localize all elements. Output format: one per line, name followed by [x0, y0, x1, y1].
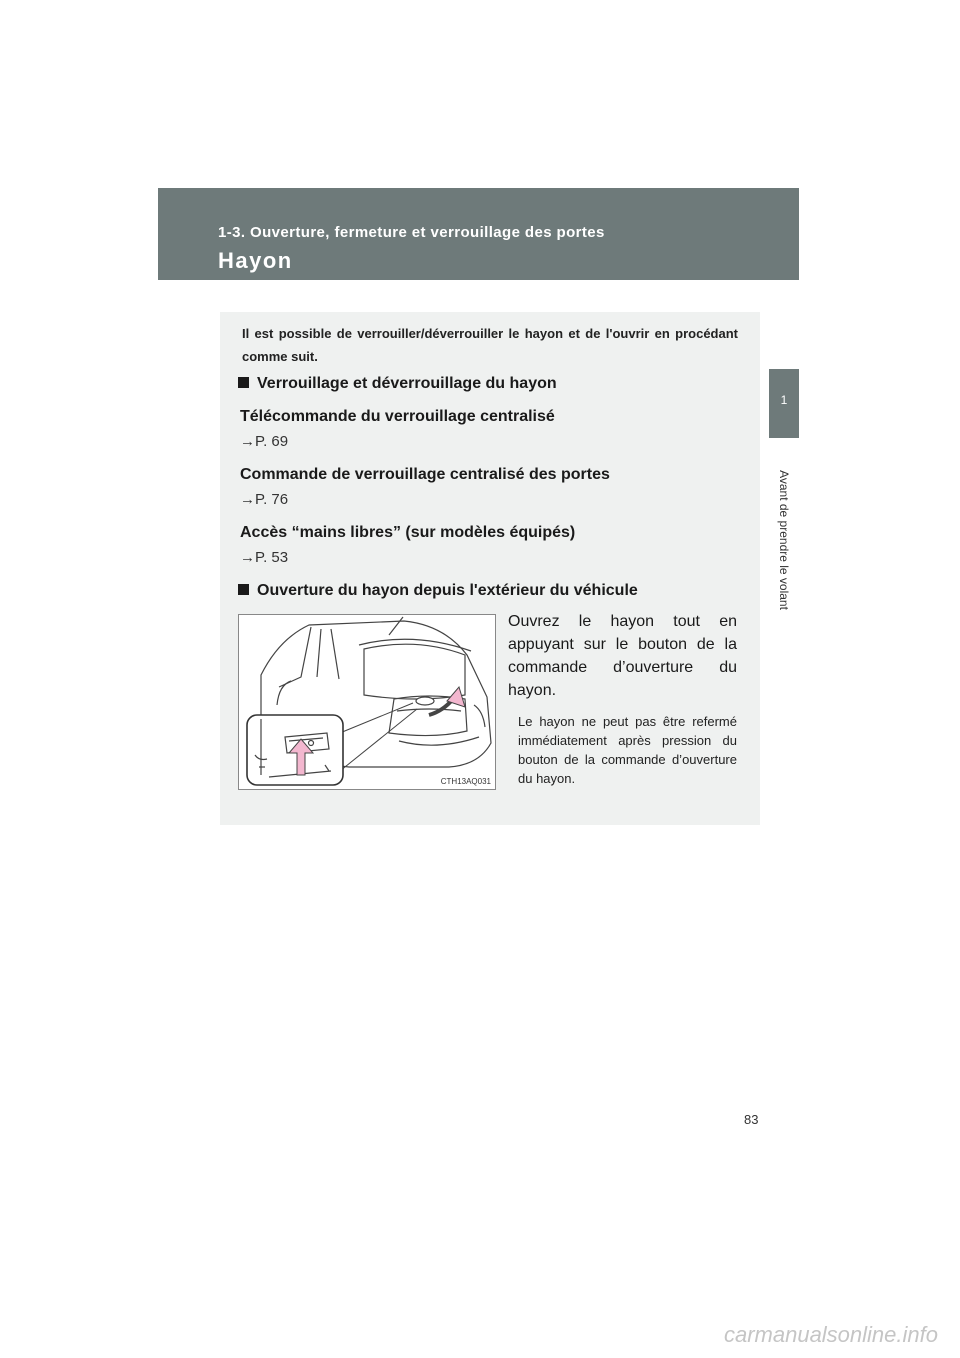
chapter-tab	[769, 369, 799, 438]
chapter-label: Avant de prendre le volant	[777, 470, 791, 610]
car-rear-icon	[239, 615, 495, 789]
subheading-remote: Télécommande du verrouillage centralisé	[240, 408, 555, 425]
chapter-number: 1	[780, 393, 788, 407]
figure-code: CTH13AQ031	[440, 777, 491, 786]
page-ref-link[interactable]: →P. 69	[240, 433, 289, 450]
tailgate-illustration	[238, 614, 496, 790]
section-header	[158, 188, 799, 280]
page-ref-link[interactable]: →P. 53	[240, 549, 289, 566]
content-box	[220, 312, 760, 825]
page-ref-link[interactable]: →P. 76	[240, 491, 289, 508]
square-bullet-icon	[238, 377, 249, 388]
square-bullet-icon	[238, 584, 249, 595]
heading-locking: Verrouillage et déverrouillage du hayon	[238, 375, 557, 393]
subheading-smart-entry: Accès “mains libres” (sur modèles équipés)	[240, 524, 576, 541]
page-number: 83	[744, 1112, 759, 1127]
intro-text: Il est possible de verrouiller/déverrouiller le hayon et de l'ouvrir en procédant comme suit.	[242, 326, 738, 364]
subheading-door-lock: Commande de verrouillage centralisé des portes	[240, 466, 610, 483]
instruction-text: Ouvrez le hayon tout en appuyant sur le bouton de la commande d’ouverture du hayon.	[508, 613, 737, 699]
note-text: Le hayon ne peut pas être refermé immédiatement après pression du bouton de la commande d’ouverture du hayon.	[518, 714, 737, 786]
heading-opening: Ouverture du hayon depuis l'extérieur du véhicule	[238, 582, 638, 600]
page-title: Hayon	[218, 248, 293, 273]
section-label: 1-3. Ouverture, fermeture et verrouillage des portes	[218, 224, 605, 241]
watermark: carmanualsonline.info	[723, 1322, 938, 1347]
